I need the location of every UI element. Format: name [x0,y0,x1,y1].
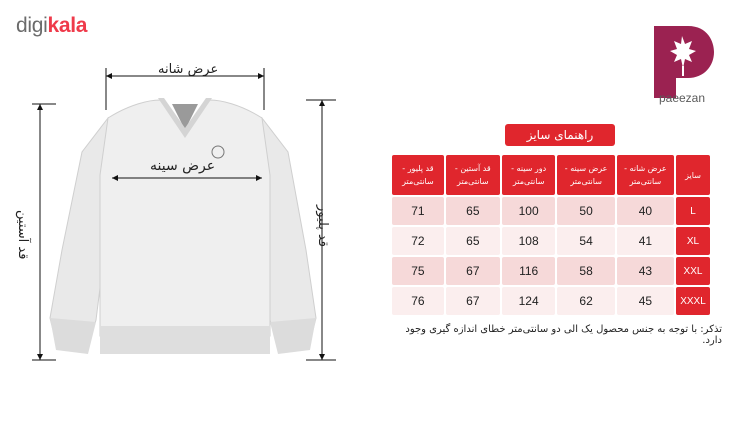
size-table-header [392,155,710,195]
size-guide-title: راهنمای سایز [505,124,615,146]
paeezan-logo-icon [648,22,718,102]
measurement-note: تذکر: با توجه به جنس محصول یک الی دو سانتی‌متر خطای اندازه گیری وجود دارد. [405,324,722,346]
table-row [392,197,710,225]
cell-chest: 62 [557,287,614,315]
cell-length: 76 [392,287,444,315]
header-chest: عرض سینه - سانتی‌متر [557,155,614,195]
cell-sleeve: 65 [446,197,500,225]
header-circumference: دور سینه - سانتی‌متر [502,155,556,195]
cell-circumference: 108 [502,227,556,255]
cell-circumference: 124 [502,287,556,315]
cell-sleeve: 65 [446,227,500,255]
table-row [392,257,710,285]
chest-width-label: عرض سینه [150,158,216,174]
table-row [392,287,710,315]
cell-chest: 54 [557,227,614,255]
garment-length-label: قد پلیور [315,205,330,248]
table-row [392,227,710,255]
logo-part-digi: digi [16,14,48,37]
cell-length: 71 [392,197,444,225]
header-length: قد پلیور - سانتی‌متر [392,155,444,195]
cell-length: 72 [392,227,444,255]
cell-chest: 50 [557,197,614,225]
cell-chest: 58 [557,257,614,285]
cell-circumference: 100 [502,197,556,225]
cell-sleeve: 67 [446,287,500,315]
brand-name: paeezan [658,91,706,105]
cell-size: L [676,197,710,225]
header-size: سایز [676,155,710,195]
cell-length: 75 [392,257,444,285]
cell-shoulder: 40 [617,197,674,225]
sleeve-length-label: قد آستین [15,210,30,260]
cell-size: XXL [676,257,710,285]
header-sleeve: قد آستین - سانتی‌متر [446,155,500,195]
cell-size: XL [676,227,710,255]
cell-circumference: 116 [502,257,556,285]
cell-shoulder: 43 [617,257,674,285]
cell-shoulder: 45 [617,287,674,315]
cell-shoulder: 41 [617,227,674,255]
header-shoulder: عرض شانه - سانتی‌متر [617,155,674,195]
cell-size: XXXL [676,287,710,315]
logo-part-kala: kala [47,14,88,37]
size-table [390,153,712,317]
shoulder-width-label: عرض شانه [158,62,219,77]
cell-sleeve: 67 [446,257,500,285]
